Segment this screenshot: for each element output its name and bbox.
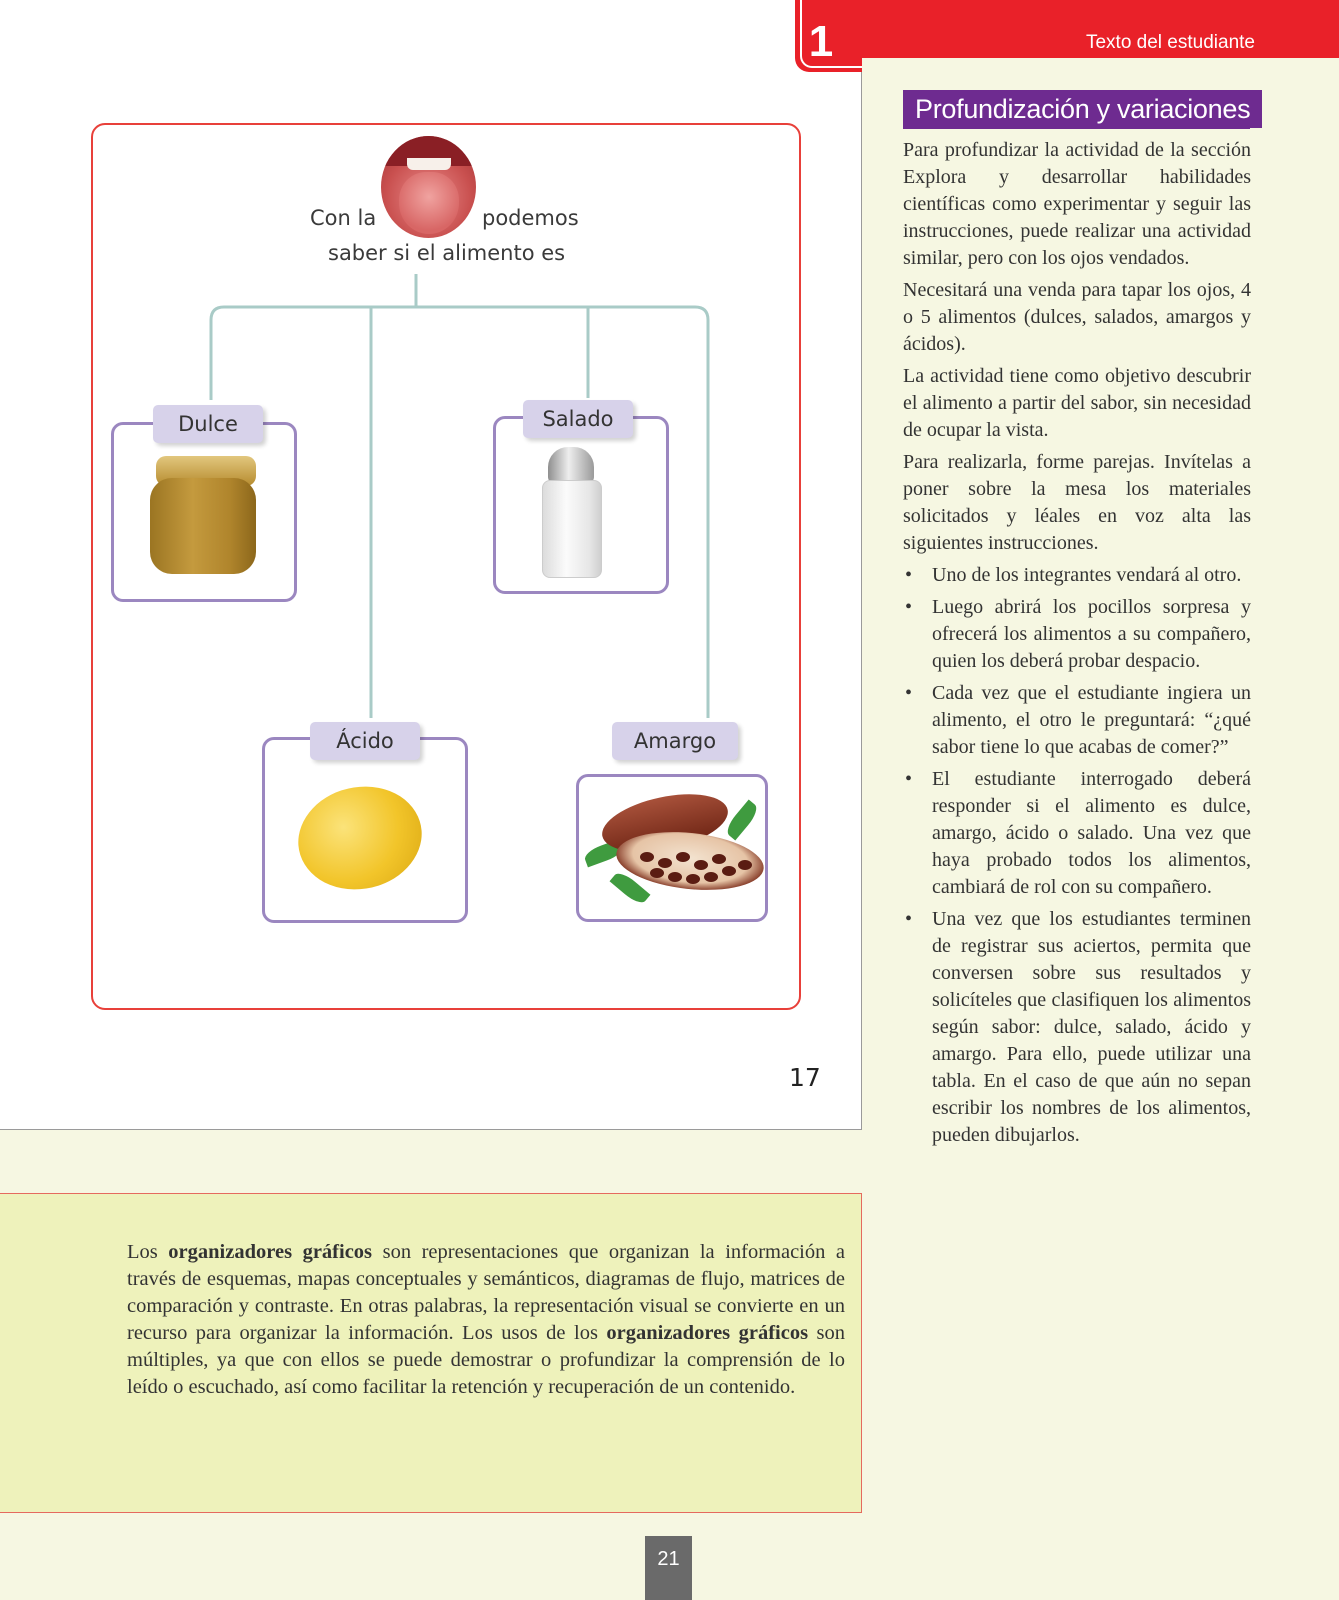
cacao-bean-icon: [686, 874, 700, 884]
diagram-prompt-left: Con la: [310, 206, 377, 230]
instruction-item: • Cada vez que el estudiante ingiera un alimento, el otro le preguntará: “¿qué sabor tiene lo que acabas de comer?”: [903, 680, 1251, 761]
info-text-run: son múltiples, ya que con ellos se puede demostrar o profundizar la comprensión de lo leído o escuchado, así como facilitar la retención y recuperación de un contenido.: [127, 1322, 846, 1398]
diagram-prompt-right: podemos: [482, 206, 579, 230]
sidebar-paragraph: Necesitará una venda para tapar los ojos, 4 o 5 alimentos (dulces, salados, amargos y ácidos).: [903, 279, 1251, 355]
section-title: Profundización y variaciones: [903, 90, 1262, 128]
salt-shaker-icon: [542, 480, 602, 578]
sidebar-paragraph: Para realizarla, forme parejas. Invítelas a poner sobre la mesa los materiales solicitados y léales en voz alta las siguientes instrucciones.: [903, 451, 1251, 554]
info-bold-term: organizadores gráficos: [606, 1322, 809, 1344]
connector-horizontal: [211, 307, 708, 320]
category-label-acido: Ácido: [310, 722, 420, 760]
cacao-bean-icon: [738, 860, 752, 870]
category-label-salado: Salado: [523, 400, 633, 438]
cacao-bean-icon: [722, 866, 736, 876]
info-bold-term: organizadores gráficos: [168, 1241, 373, 1263]
salt-shaker-cap-icon: [548, 447, 594, 483]
cacao-bean-icon: [712, 854, 726, 864]
instruction-list: [903, 562, 1251, 1149]
student-page-number: 17: [789, 1063, 821, 1092]
cacao-bean-icon: [640, 852, 654, 862]
instruction-item: • Una vez que los estudiantes terminen de registrar sus aciertos, permita que conversen sobre sus resultados y solicíteles que clasifiquen los alimentos según sabor: dulce, salado, ácido y amargo. Para ello, puede utilizar una tabla. En el caso de que aún no sepan escribir los nombres de los alimentos, pueden dibujarlos.: [903, 906, 1251, 1149]
cacao-bean-icon: [658, 858, 672, 868]
instruction-item: • Luego abrirá los pocillos sorpresa y ofrecerá los alimentos a su compañero, quien los deberá probar despacio.: [903, 594, 1251, 675]
instruction-item: • Uno de los integrantes vendará al otro.: [903, 562, 1251, 589]
info-box-text: [127, 1239, 845, 1401]
cacao-bean-icon: [704, 872, 718, 882]
jar-body-icon: [150, 478, 256, 574]
info-text-run: Los: [127, 1241, 169, 1263]
category-label-amargo: Amargo: [612, 722, 738, 760]
header-title: Texto del estudiante: [1085, 32, 1255, 53]
tongue-icon: [381, 136, 476, 238]
cacao-bean-icon: [668, 872, 682, 882]
sidebar-text: [903, 137, 1251, 1154]
instruction-item: • El estudiante interrogado deberá responder si el alimento es dulce, amargo, ácido o salado. Una vez que haya probado todos los alimentos, cambiará de rol con su compañero.: [903, 766, 1251, 901]
chapter-number: 1: [808, 17, 834, 66]
info-text-run: son representaciones que organizan la información a través de esquemas, mapas conceptuales y semánticos, diagramas de flujo, matrices de comparación y contraste. En otras palabras, la representación visual se convierte en un recurso para organizar la información. Los usos de los: [127, 1241, 846, 1344]
category-label-dulce: Dulce: [153, 405, 263, 443]
sidebar-paragraph: Para profundizar la actividad de la sección Explora y desarrollar habilidades científicas como experimentar y seguir las instrucciones, puede realizar una actividad similar, pero con los ojos vendados.: [903, 139, 1251, 269]
section-title-rule: [903, 127, 1250, 129]
diagram-prompt-line2: saber si el alimento es: [328, 241, 566, 265]
guide-page-number: 21: [645, 1536, 692, 1600]
sidebar-paragraph: La actividad tiene como objetivo descubrir el alimento a partir del sabor, sin necesidad de ocupar la vista.: [903, 365, 1251, 441]
cacao-bean-icon: [676, 852, 690, 862]
cacao-bean-icon: [650, 868, 664, 878]
cacao-bean-icon: [694, 860, 708, 870]
